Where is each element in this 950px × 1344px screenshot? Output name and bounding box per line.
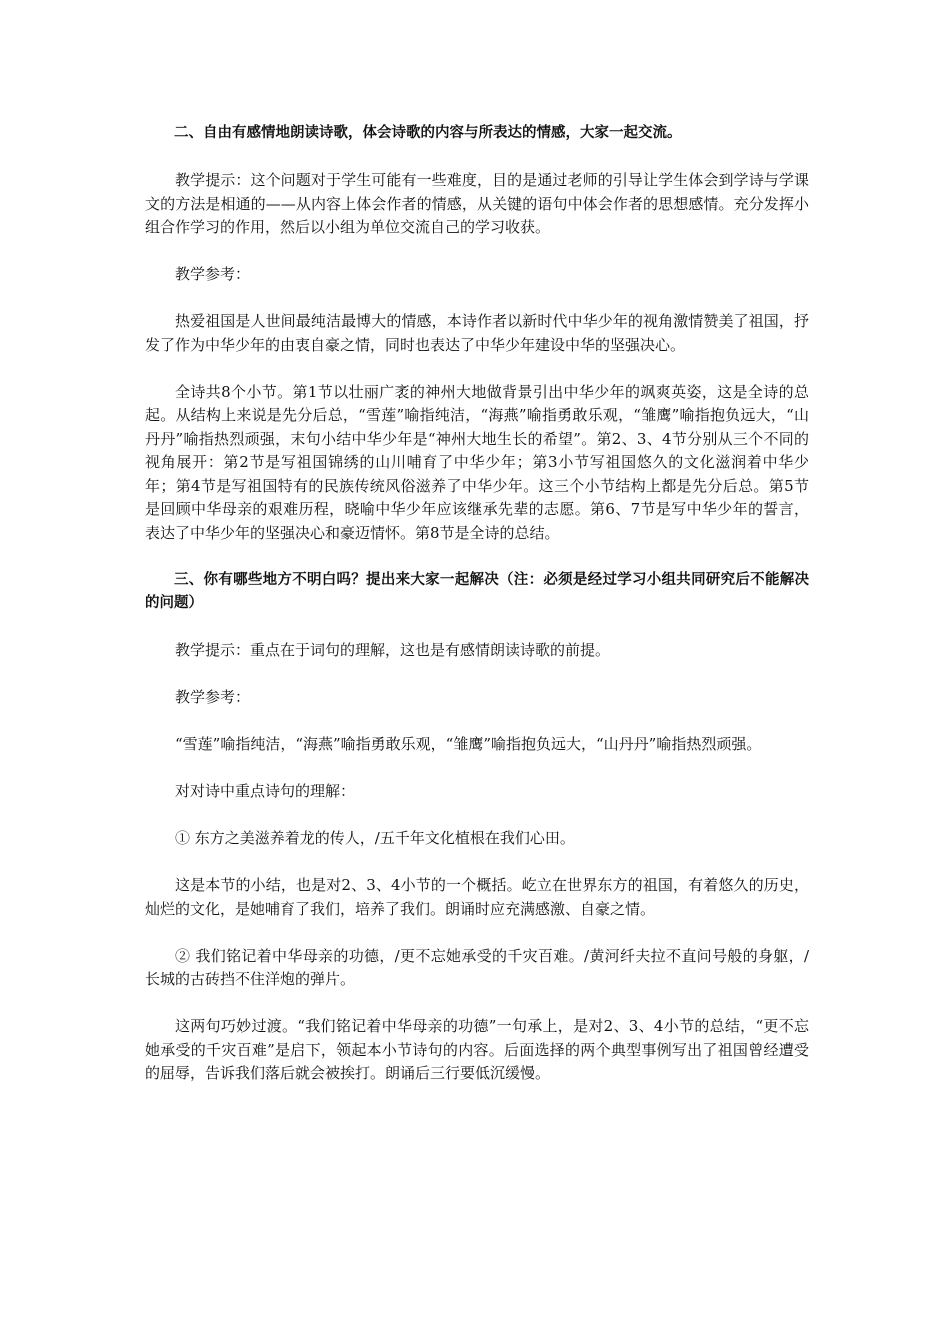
body-paragraph: 这两句巧妙过渡。“我们铭记着中华母亲的功德”一句承上，是对2、3、4小节的总结，“更不忘她承受的千灾百难”是启下，领起本小节诗句的内容。后面选择的两个典型事例写出了祖国曾经遭受的屈辱，告诉我们落后就会被挨打。朗诵后三行要低沉缓慢。 [145,1017,809,1082]
teaching-reference-label: 教学参考： [175,688,251,706]
teaching-tip-paragraph: 教学提示：这个问题对于学生可能有一些难度，目的是通过老师的引导让学生体会到学诗与学课文的方法是相通的——从内容上体会作者的情感，从关键的语句中体会作者的思想感情。充分发挥小组合作学习的作用，然后以小组为单位交流自己的学习收获。 [145,171,809,236]
body-paragraph: 热爱祖国是人世间最纯洁最博大的情感，本诗作者以新时代中华少年的视角激情赞美了祖国，抒发了作为中华少年的由衷自豪之情，同时也表达了中华少年建设中华的坚强决心。 [145,312,809,354]
section-heading-3: 三、你有哪些地方不明白吗？提出来大家一起解决（注：必须是经过学习小组共同研究后不能解决的问题） [145,571,809,611]
body-paragraph: “雪莲”喻指纯洁，“海燕”喻指勇敢乐观，“雏鹰”喻指抱负远大，“山丹丹”喻指热烈顽强。 [175,735,762,753]
quoted-verse-1: ① 东方之美滋养着龙的传人，/五千年文化植根在我们心田。 [175,829,575,847]
quoted-verse-2: ② 我们铭记着中华母亲的功德，/更不忘她承受的千灾百难。/黄河纤夫拉不直问号般的身躯，/长城的古砖挡不住洋炮的弹片。 [145,946,809,988]
teaching-reference-label: 教学参考： [175,265,251,283]
teaching-tip-paragraph: 教学提示：重点在于词句的理解，这也是有感情朗读诗歌的前提。 [175,641,611,659]
body-paragraph: 对对诗中重点诗句的理解： [175,782,356,800]
section-heading-2: 二、自由有感情地朗读诗歌，体会诗歌的内容与所表达的情感，大家一起交流。 [174,125,682,141]
body-paragraph: 全诗共8个小节。第1节以壮丽广袤的神州大地做背景引出中华少年的飒爽英姿，这是全诗的总起。从结构上来说是先分后总，“雪莲”喻指纯洁，“海燕”喻指勇敢乐观，“雏鹰”喻指抱负远大，“山丹丹”喻指热烈顽强，末句小结中华少年是“神州大地生长的希望”。第2、3、4节分别从三个不同的视角展开：第2节是写祖国锦绣的山川哺育了中华少年；第3小节写祖国悠久的文化滋润着中华少年；第4节是写祖国特有的民族传统风俗滋养了中华少年。这三个小节结构上都是先分后总。第5节是回顾中华母亲的艰难历程，晓喻中华少年应该继承先辈的志愿。第6、7节是写中华少年的誓言，表达了中华少年的坚强决心和豪迈情怀。第8节是全诗的总结。 [145,382,809,542]
document-body [145,122,809,1109]
body-paragraph: 这是本节的小结，也是对2、3、4小节的一个概括。屹立在世界东方的祖国，有着悠久的历史，灿烂的文化，是她哺育了我们，培养了我们。朗诵时应充满感激、自豪之情。 [145,876,809,918]
